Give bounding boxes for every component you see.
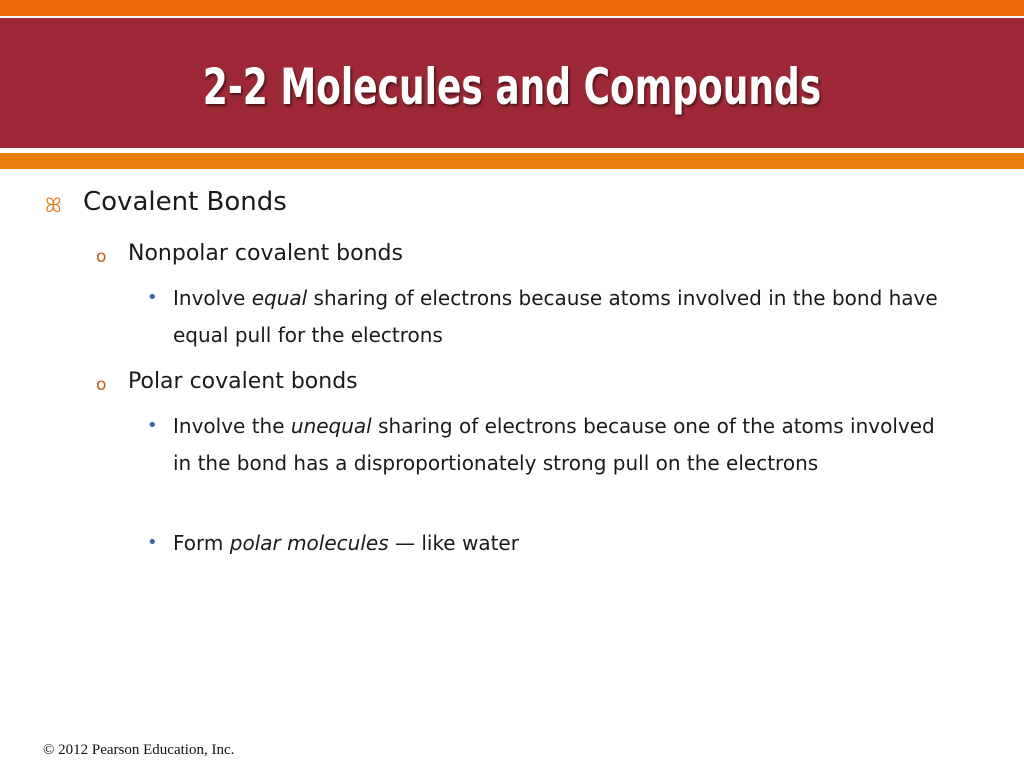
dot-bullet-icon: • — [147, 415, 158, 436]
bullet-nonpolar-sharing — [173, 280, 953, 354]
dot-bullet-icon: • — [147, 287, 158, 308]
bullet-text-emphasis: unequal — [290, 414, 372, 438]
bullet-text-after: — like water — [388, 531, 519, 555]
bullet-text-before: Involve — [173, 286, 252, 310]
bullet-polar-molecules — [173, 525, 953, 562]
circle-bullet-icon: o — [96, 247, 107, 267]
outline-heading: Covalent Bonds — [83, 187, 287, 217]
bullet-text-before: Involve the — [173, 414, 291, 438]
copyright-footer: © 2012 Pearson Education, Inc. — [43, 742, 235, 758]
bullet-text-emphasis: polar molecules — [229, 531, 389, 555]
section-title-nonpolar: Nonpolar covalent bonds — [128, 241, 403, 266]
bullet-text-after: sharing of electrons because atoms involved in the bond have equal pull for the electrons — [173, 286, 938, 347]
bullet-text-after: sharing of electrons because one of the atoms involved in the bond has a disproportionately strong pull on the electrons — [173, 414, 935, 475]
bullet-polar-sharing — [173, 408, 953, 482]
bullet-text-emphasis: equal — [251, 286, 308, 310]
dot-bullet-icon: • — [147, 532, 158, 553]
section-title-polar: Polar covalent bonds — [128, 369, 358, 394]
swirl-bullet-icon: ꕤ — [45, 193, 62, 217]
slide-title: 2-2 Molecules and Compounds — [202, 58, 822, 116]
bullet-text-before: Form — [173, 531, 230, 555]
circle-bullet-icon: o — [96, 375, 107, 395]
